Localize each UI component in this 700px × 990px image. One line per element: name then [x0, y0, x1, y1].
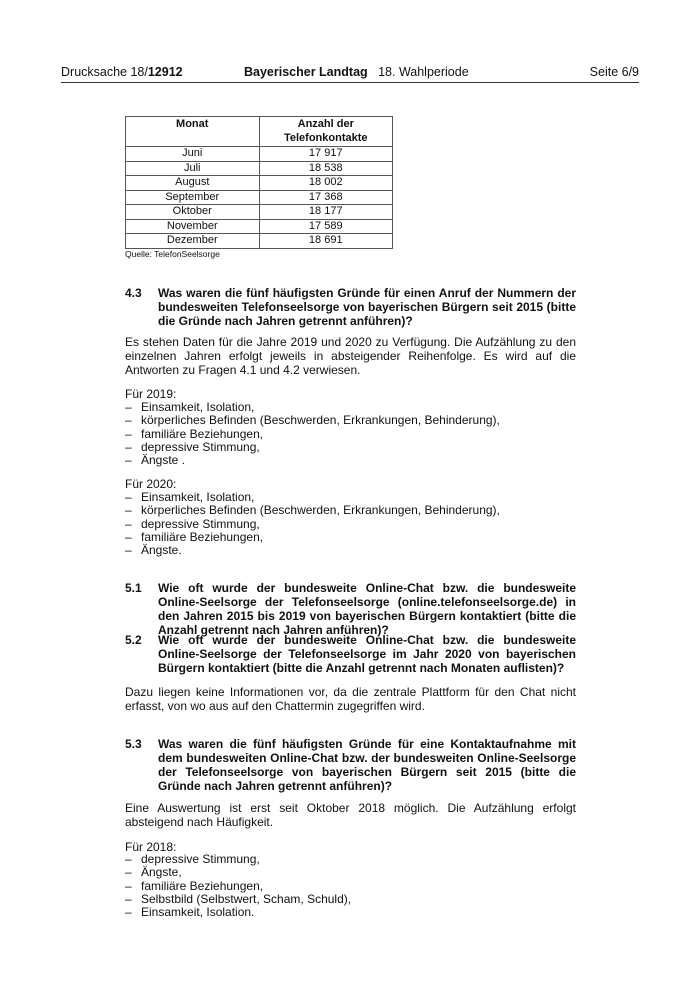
- question-text: Was waren die fünf häufigsten Gründe für einen Anruf der Nummern der bundesweiten Telefonseelsorge von bayerischen Bürgern seit 2015 (bitte die Gründe nach Jahren getrennt anführen)?: [158, 286, 576, 328]
- question-number: 5.2: [125, 633, 142, 647]
- list-item: – Ängste .: [125, 454, 500, 467]
- document-number: Drucksache 18/12912: [61, 65, 183, 79]
- question-number: 5.1: [125, 581, 142, 595]
- month-cell: Oktober: [126, 205, 260, 220]
- reasons-list-2020: [125, 491, 500, 557]
- question-4-3: [125, 286, 576, 328]
- table-row: [126, 147, 393, 162]
- month-cell: August: [126, 176, 260, 191]
- count-cell: 18 691: [259, 234, 393, 249]
- table-row: [126, 219, 393, 234]
- list-item: – familiäre Beziehungen,: [125, 531, 500, 544]
- list-item: – Einsamkeit, Isolation,: [125, 491, 500, 504]
- reasons-list-2018: [125, 853, 351, 919]
- question-number: 5.3: [125, 737, 142, 751]
- table-header-row: [126, 117, 393, 147]
- list-item: – Einsamkeit, Isolation.: [125, 906, 351, 919]
- table-row: [126, 176, 393, 191]
- list-item: – Ängste.: [125, 544, 500, 557]
- answer-4-3: Es stehen Daten für die Jahre 2019 und 2020 zu Verfügung. Die Aufzählung zu den einzelnen Jahren erfolgt jeweils in absteigender Reihenfolge. Es wird auf die Antworten zu Fragen 4.1 und 4.2 verwiesen.: [125, 335, 576, 377]
- question-5-3: [125, 737, 576, 793]
- table-row: [126, 161, 393, 176]
- list-item: – körperliches Befinden (Beschwerden, Erkrankungen, Behinderung),: [125, 414, 500, 427]
- list-item: – depressive Stimmung,: [125, 518, 500, 531]
- question-5-2: [125, 633, 576, 675]
- table-row: [126, 190, 393, 205]
- question-text: Was waren die fünf häufigsten Gründe für eine Kontaktaufnahme mit dem bundesweiten Online-Chat bzw. der bundesweiten Online-Seelsorge der Telefonseelsorge von bayerischen Bürgern seit 2015 (bitte die Gründe nach Jahren getrennt anführen)?: [158, 737, 576, 793]
- question-text: Wie oft wurde der bundesweite Online-Chat bzw. die bundesweite Online-Seelsorge der Telefonseelsorge im Jahr 2020 von bayerischen Bürgern kontaktiert (bitte die Anzahl getrennt nach Monaten auflisten)?: [158, 633, 576, 675]
- count-cell: 17 589: [259, 219, 393, 234]
- question-text: Wie oft wurde der bundesweite Online-Chat bzw. die bundesweite Online-Seelsorge der Telefonseelsorge (online.telefonseelsorge.de) in den Jahren 2015 bis 2019 von bayerischen Bürgern kontaktiert (bitte die Anzahl getrennt nach Jahren anführen)?: [158, 581, 576, 637]
- list-item: – körperliches Befinden (Beschwerden, Erkrankungen, Behinderung),: [125, 504, 500, 517]
- count-cell: 18 002: [259, 176, 393, 191]
- answer-5-3: Eine Auswertung ist erst seit Oktober 2018 möglich. Die Aufzählung erfolgt absteigend nach Häufigkeit.: [125, 801, 576, 829]
- column-header-month: Monat: [126, 117, 260, 147]
- list-label-2019: Für 2019:: [125, 387, 177, 401]
- list-item: – Selbstbild (Selbstwert, Scham, Schuld),: [125, 893, 351, 906]
- month-cell: September: [126, 190, 260, 205]
- list-item: – depressive Stimmung,: [125, 441, 500, 454]
- count-cell: 17 917: [259, 147, 393, 162]
- list-item: – familiäre Beziehungen,: [125, 428, 500, 441]
- list-label-2018: Für 2018:: [125, 840, 177, 854]
- month-cell: Dezember: [126, 234, 260, 249]
- count-cell: 17 368: [259, 190, 393, 205]
- month-cell: Juni: [126, 147, 260, 162]
- list-item: – Einsamkeit, Isolation,: [125, 401, 500, 414]
- column-header-count: Anzahl der Telefonkontakte: [259, 117, 393, 147]
- reasons-list-2019: [125, 401, 500, 467]
- question-5-1: [125, 581, 576, 637]
- list-item: – familiäre Beziehungen,: [125, 880, 351, 893]
- header-institution: Bayerischer Landtag 18. Wahlperiode: [244, 65, 469, 79]
- phone-contacts-table: [125, 116, 393, 249]
- table-row: [126, 205, 393, 220]
- answer-5-2: Dazu liegen keine Informationen vor, da die zentrale Plattform für den Chat nicht erfasst, von wo aus auf den Chattermin zugegriffen wird.: [125, 685, 576, 713]
- month-cell: Juli: [126, 161, 260, 176]
- list-item: – Ängste,: [125, 866, 351, 879]
- table-source: Quelle: TelefonSeelsorge: [125, 249, 220, 259]
- count-cell: 18 177: [259, 205, 393, 220]
- list-label-2020: Für 2020:: [125, 477, 177, 491]
- page-number: Seite 6/9: [589, 65, 639, 79]
- list-item: – depressive Stimmung,: [125, 853, 351, 866]
- month-cell: November: [126, 219, 260, 234]
- question-number: 4.3: [125, 286, 142, 300]
- count-cell: 18 538: [259, 161, 393, 176]
- table-row: [126, 234, 393, 249]
- page-header: [61, 62, 639, 83]
